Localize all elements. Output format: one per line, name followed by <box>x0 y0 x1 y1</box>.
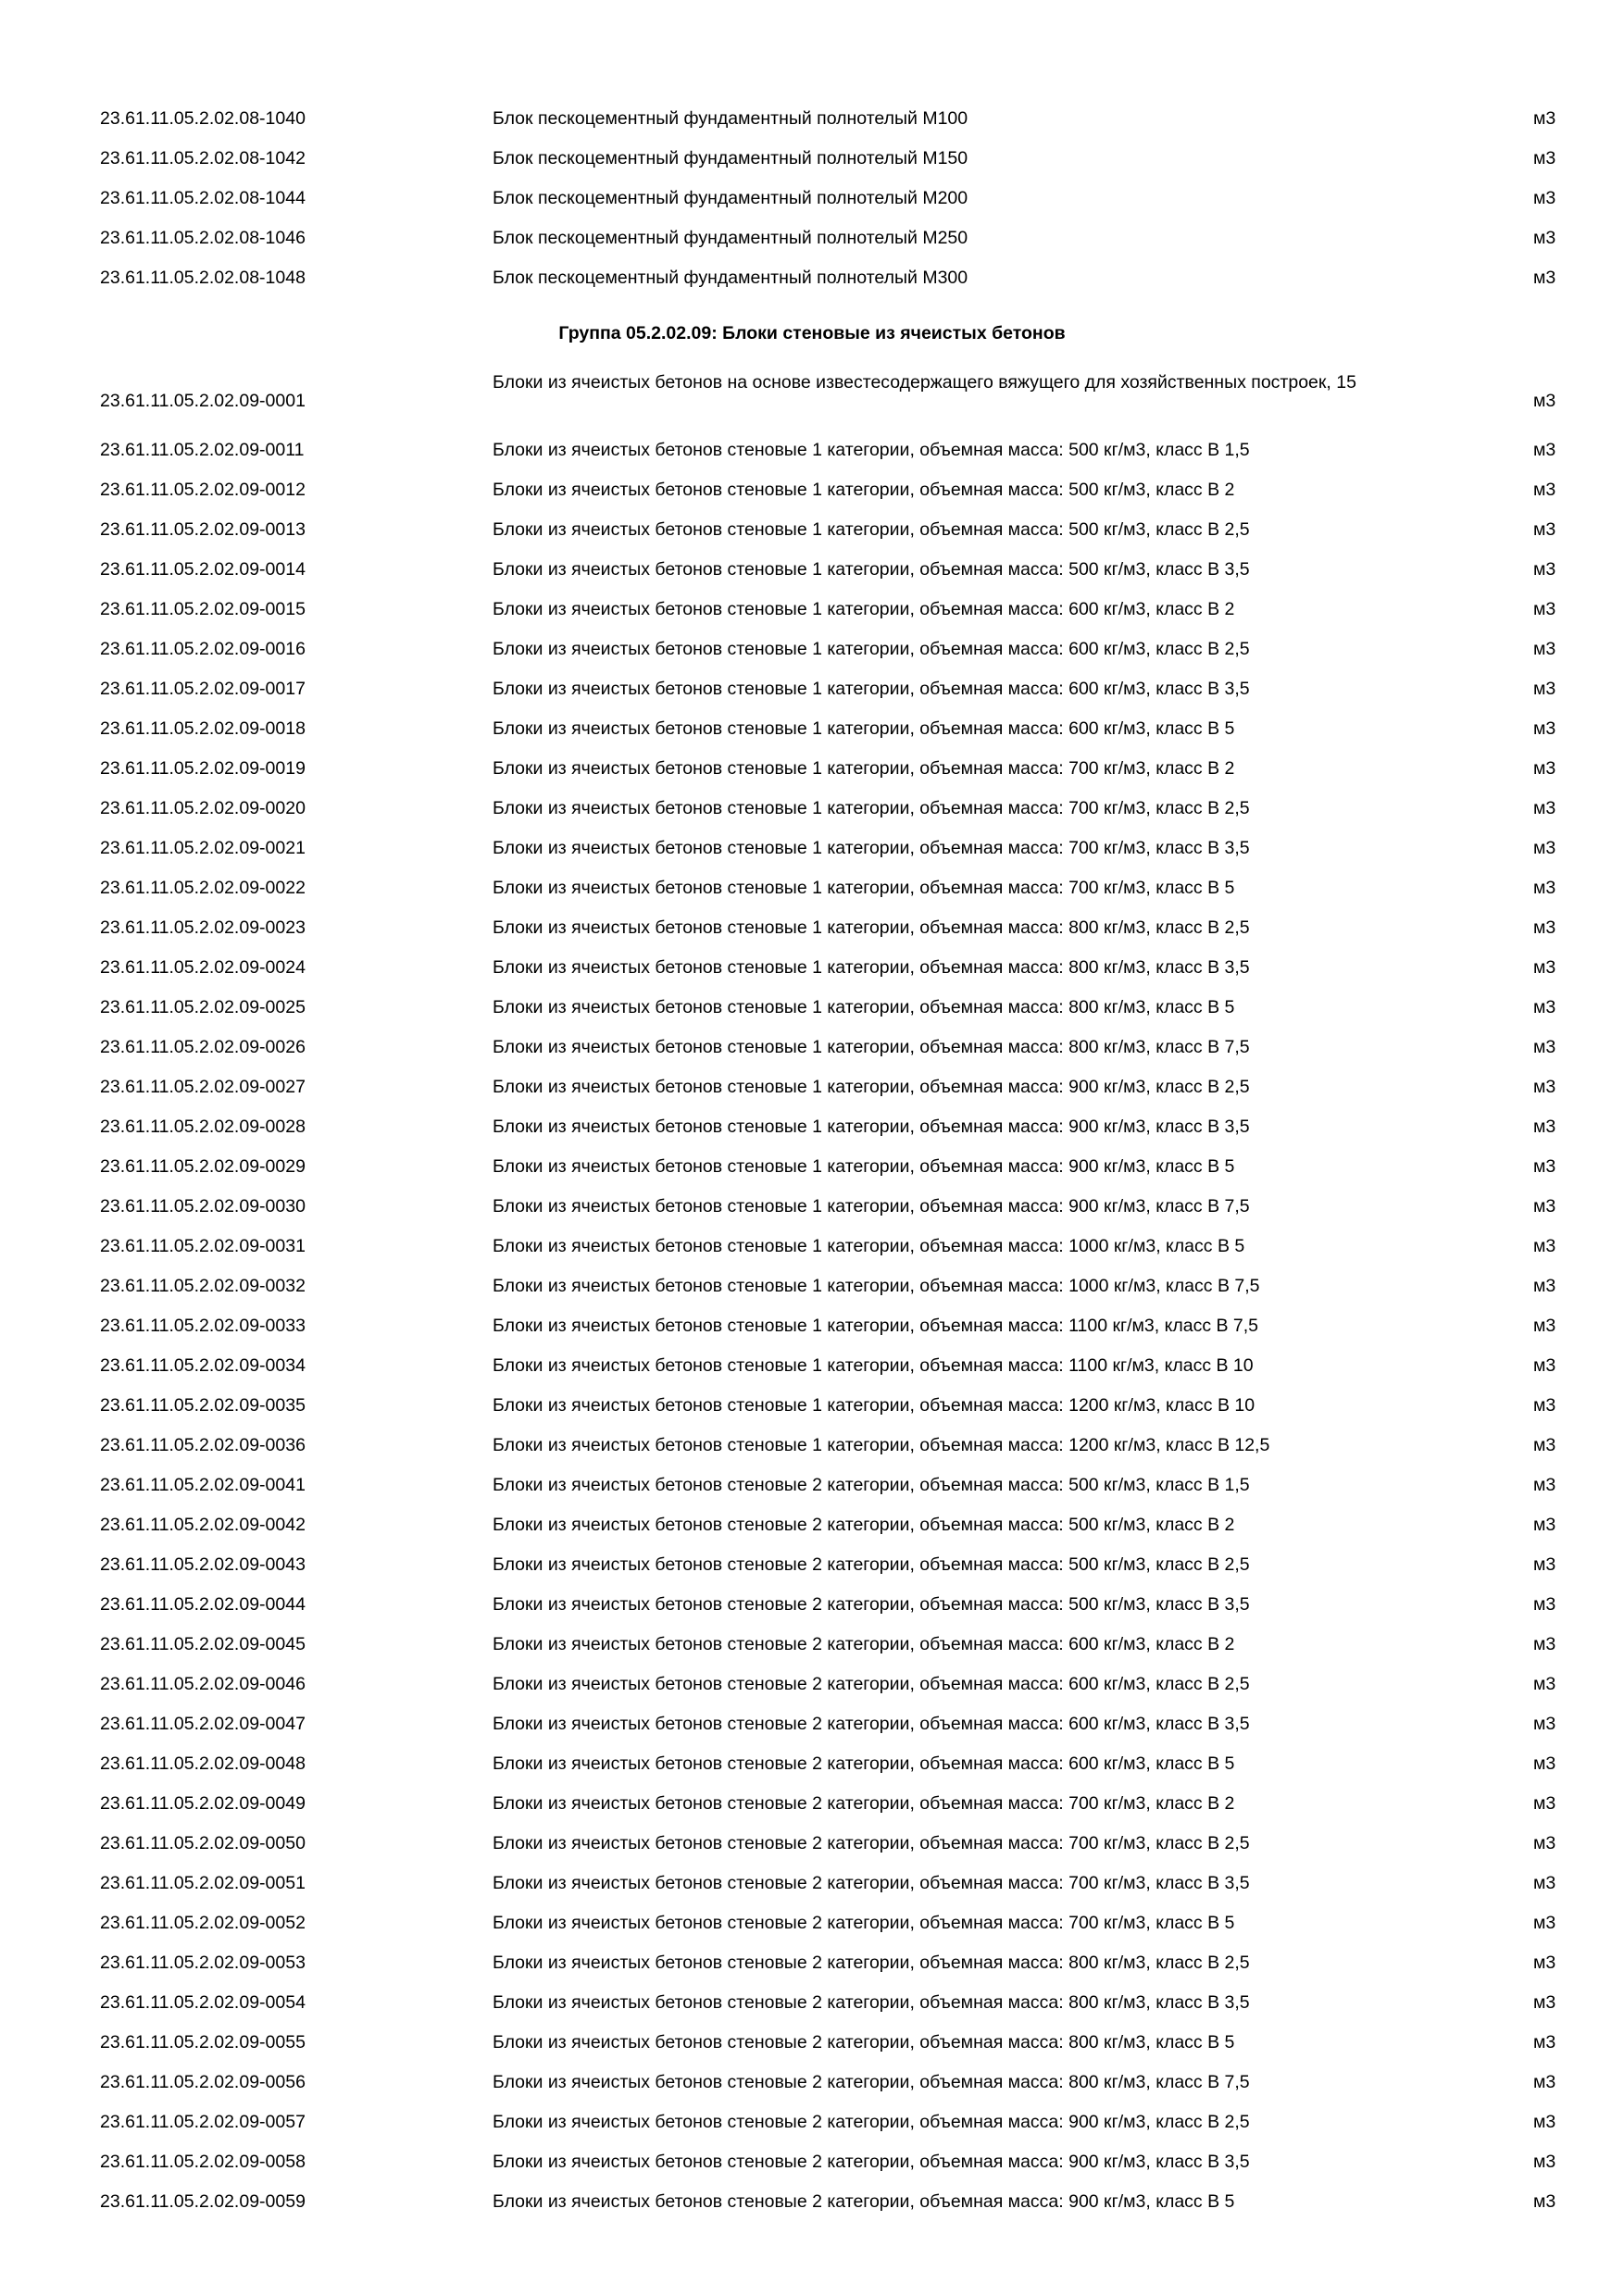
row-unit: м3 <box>1533 1953 1556 1973</box>
table-row <box>0 829 1624 867</box>
row-code: 23.61.11.05.2.02.09-0024 <box>100 957 306 978</box>
table-row <box>0 179 1624 218</box>
row-unit: м3 <box>1533 2152 1556 2172</box>
row-name: Блоки из ячеистых бетонов стеновые 1 категории, объемная масса: 900 кг/м3, класс В 2,5 <box>493 1077 1250 1097</box>
row-name: Блоки из ячеистых бетонов стеновые 1 категории, объемная масса: 500 кг/м3, класс В 3,5 <box>493 559 1250 580</box>
table-row <box>0 908 1624 947</box>
row-unit: м3 <box>1533 1992 1556 2013</box>
row-name: Блоки из ячеистых бетонов стеновые 2 категории, объемная масса: 800 кг/м3, класс В 3,5 <box>493 1992 1250 2013</box>
table-row <box>0 988 1624 1027</box>
row-unit: м3 <box>1533 1355 1556 1376</box>
row-unit: м3 <box>1533 1753 1556 1774</box>
row-code: 23.61.11.05.2.02.09-0059 <box>100 2191 306 2212</box>
row-code: 23.61.11.05.2.02.09-0023 <box>100 917 306 938</box>
row-unit: м3 <box>1533 878 1556 898</box>
row-unit: м3 <box>1533 440 1556 460</box>
row-name: Блоки из ячеистых бетонов на основе известесодержащего вяжущего для хозяйственных построек, 15 <box>493 372 1356 393</box>
table-row <box>0 669 1624 708</box>
row-code: 23.61.11.05.2.02.09-0055 <box>100 2032 306 2053</box>
row-name: Блоки из ячеистых бетонов стеновые 1 категории, объемная масса: 600 кг/м3, класс В 2 <box>493 599 1235 619</box>
row-name: Блок пескоцементный фундаментный полнотелый М100 <box>493 108 968 129</box>
row-name: Блоки из ячеистых бетонов стеновые 2 категории, объемная масса: 700 кг/м3, класс В 5 <box>493 1913 1235 1933</box>
row-name: Блоки из ячеистых бетонов стеновые 2 категории, объемная масса: 600 кг/м3, класс В 3,5 <box>493 1714 1250 1734</box>
row-name: Блоки из ячеистых бетонов стеновые 1 категории, объемная масса: 800 кг/м3, класс В 5 <box>493 997 1235 1017</box>
row-name: Блоки из ячеистых бетонов стеновые 2 категории, объемная масса: 700 кг/м3, класс В 2,5 <box>493 1833 1250 1853</box>
row-code: 23.61.11.05.2.02.09-0035 <box>100 1395 306 1416</box>
row-name: Блоки из ячеистых бетонов стеновые 1 категории, объемная масса: 600 кг/м3, класс В 3,5 <box>493 679 1250 699</box>
row-code: 23.61.11.05.2.02.08-1048 <box>100 268 306 288</box>
row-code: 23.61.11.05.2.02.09-0015 <box>100 599 306 619</box>
row-code: 23.61.11.05.2.02.09-0043 <box>100 1554 306 1575</box>
table-row <box>0 1028 1624 1067</box>
row-name: Блоки из ячеистых бетонов стеновые 2 категории, объемная масса: 900 кг/м3, класс В 2,5 <box>493 2112 1250 2132</box>
row-unit: м3 <box>1533 798 1556 818</box>
table-row <box>0 1067 1624 1106</box>
row-code: 23.61.11.05.2.02.09-0029 <box>100 1156 306 1177</box>
row-name: Блоки из ячеистых бетонов стеновые 1 категории, объемная масса: 900 кг/м3, класс В 3,5 <box>493 1117 1250 1137</box>
table-row <box>0 590 1624 629</box>
row-unit: м3 <box>1533 2112 1556 2132</box>
row-code: 23.61.11.05.2.02.09-0057 <box>100 2112 306 2132</box>
row-unit: м3 <box>1533 1276 1556 1296</box>
row-code: 23.61.11.05.2.02.09-0044 <box>100 1594 306 1615</box>
row-unit: м3 <box>1533 480 1556 500</box>
row-unit: м3 <box>1533 1037 1556 1057</box>
table-row <box>0 2182 1624 2221</box>
table-row <box>0 1864 1624 1903</box>
table-row <box>0 789 1624 828</box>
row-unit: м3 <box>1533 2032 1556 2053</box>
row-unit: м3 <box>1533 1316 1556 1336</box>
row-name: Блоки из ячеистых бетонов стеновые 2 категории, объемная масса: 600 кг/м3, класс В 5 <box>493 1753 1235 1774</box>
row-code: 23.61.11.05.2.02.09-0032 <box>100 1276 306 1296</box>
row-code: 23.61.11.05.2.02.09-0047 <box>100 1714 306 1734</box>
row-unit: м3 <box>1533 1674 1556 1694</box>
row-unit: м3 <box>1533 228 1556 248</box>
table-row <box>0 2142 1624 2181</box>
row-unit: м3 <box>1533 1435 1556 1455</box>
row-code: 23.61.11.05.2.02.09-0027 <box>100 1077 306 1097</box>
row-name: Блоки из ячеистых бетонов стеновые 1 категории, объемная масса: 1100 кг/м3, класс В 7,5 <box>493 1316 1259 1336</box>
row-code: 23.61.11.05.2.02.09-0011 <box>100 440 305 460</box>
row-code: 23.61.11.05.2.02.09-0041 <box>100 1475 306 1495</box>
row-code: 23.61.11.05.2.02.09-0045 <box>100 1634 306 1654</box>
row-code: 23.61.11.05.2.02.09-0019 <box>100 758 306 779</box>
table-row <box>0 1466 1624 1504</box>
row-unit: м3 <box>1533 108 1556 129</box>
row-unit: м3 <box>1533 559 1556 580</box>
row-name: Блоки из ячеистых бетонов стеновые 1 категории, объемная масса: 600 кг/м3, класс В 5 <box>493 718 1235 739</box>
row-name: Блоки из ячеистых бетонов стеновые 1 категории, объемная масса: 800 кг/м3, класс В 2,5 <box>493 917 1250 938</box>
row-name: Блоки из ячеистых бетонов стеновые 1 категории, объемная масса: 500 кг/м3, класс В 1,5 <box>493 440 1250 460</box>
row-code: 23.61.11.05.2.02.09-0026 <box>100 1037 306 1057</box>
row-code: 23.61.11.05.2.02.09-0050 <box>100 1833 306 1853</box>
table-row <box>0 1665 1624 1703</box>
table-row <box>0 510 1624 549</box>
row-name: Блоки из ячеистых бетонов стеновые 1 категории, объемная масса: 1100 кг/м3, класс В 10 <box>493 1355 1254 1376</box>
table-row <box>0 1545 1624 1584</box>
row-unit: м3 <box>1533 1196 1556 1217</box>
row-code: 23.61.11.05.2.02.09-0046 <box>100 1674 306 1694</box>
row-code: 23.61.11.05.2.02.09-0051 <box>100 1873 306 1893</box>
row-unit: м3 <box>1533 1554 1556 1575</box>
row-unit: м3 <box>1533 1395 1556 1416</box>
row-name: Блоки из ячеистых бетонов стеновые 1 категории, объемная масса: 800 кг/м3, класс В 7,5 <box>493 1037 1250 1057</box>
row-code: 23.61.11.05.2.02.09-0013 <box>100 519 306 540</box>
row-name: Блоки из ячеистых бетонов стеновые 2 категории, объемная масса: 800 кг/м3, класс В 7,5 <box>493 2072 1250 2092</box>
row-code: 23.61.11.05.2.02.09-0020 <box>100 798 306 818</box>
row-code: 23.61.11.05.2.02.09-0048 <box>100 1753 306 1774</box>
row-code: 23.61.11.05.2.02.09-0001 <box>100 391 306 411</box>
table-row <box>0 1983 1624 2022</box>
table-row <box>0 99 1624 138</box>
table-row <box>0 1426 1624 1465</box>
table-row <box>0 1505 1624 1544</box>
row-unit: м3 <box>1533 188 1556 208</box>
row-name: Блок пескоцементный фундаментный полнотелый М300 <box>493 268 968 288</box>
row-code: 23.61.11.05.2.02.08-1044 <box>100 188 306 208</box>
row-code: 23.61.11.05.2.02.09-0028 <box>100 1117 306 1137</box>
row-code: 23.61.11.05.2.02.09-0016 <box>100 639 306 659</box>
row-name: Блоки из ячеистых бетонов стеновые 1 категории, объемная масса: 1000 кг/м3, класс В 5 <box>493 1236 1245 1256</box>
row-unit: м3 <box>1533 2072 1556 2092</box>
row-name: Блоки из ячеистых бетонов стеновые 1 категории, объемная масса: 600 кг/м3, класс В 2,5 <box>493 639 1250 659</box>
row-code: 23.61.11.05.2.02.09-0054 <box>100 1992 306 2013</box>
row-name: Блоки из ячеистых бетонов стеновые 2 категории, объемная масса: 600 кг/м3, класс В 2,5 <box>493 1674 1250 1694</box>
row-name: Блоки из ячеистых бетонов стеновые 1 категории, объемная масса: 700 кг/м3, класс В 5 <box>493 878 1235 898</box>
table-row <box>0 749 1624 788</box>
row-code: 23.61.11.05.2.02.09-0053 <box>100 1953 306 1973</box>
row-unit: м3 <box>1533 1077 1556 1097</box>
table-row <box>0 709 1624 748</box>
row-name: Блоки из ячеистых бетонов стеновые 2 категории, объемная масса: 500 кг/м3, класс В 2,5 <box>493 1554 1250 1575</box>
row-unit: м3 <box>1533 599 1556 619</box>
row-unit: м3 <box>1533 148 1556 168</box>
row-unit: м3 <box>1533 1793 1556 1814</box>
table-row <box>0 2063 1624 2102</box>
row-unit: м3 <box>1533 1634 1556 1654</box>
table-row <box>0 1585 1624 1624</box>
row-name: Блоки из ячеистых бетонов стеновые 1 категории, объемная масса: 900 кг/м3, класс В 5 <box>493 1156 1235 1177</box>
table-row <box>0 139 1624 178</box>
row-code: 23.61.11.05.2.02.09-0017 <box>100 679 306 699</box>
row-name: Блоки из ячеистых бетонов стеновые 1 категории, объемная масса: 700 кг/м3, класс В 2 <box>493 758 1235 779</box>
table-row <box>0 1107 1624 1146</box>
table-row <box>0 1625 1624 1664</box>
row-unit: м3 <box>1533 1833 1556 1853</box>
table-row <box>0 218 1624 257</box>
row-code: 23.61.11.05.2.02.09-0056 <box>100 2072 306 2092</box>
row-name: Блоки из ячеистых бетонов стеновые 1 категории, объемная масса: 800 кг/м3, класс В 3,5 <box>493 957 1250 978</box>
row-name: Блоки из ячеистых бетонов стеновые 2 категории, объемная масса: 700 кг/м3, класс В 3,5 <box>493 1873 1250 1893</box>
table-row <box>0 361 1624 428</box>
row-unit: м3 <box>1533 1873 1556 1893</box>
row-name: Блоки из ячеистых бетонов стеновые 1 категории, объемная масса: 1200 кг/м3, класс В 10 <box>493 1395 1255 1416</box>
row-name: Блоки из ячеистых бетонов стеновые 1 категории, объемная масса: 500 кг/м3, класс В 2,5 <box>493 519 1250 540</box>
row-unit: м3 <box>1533 519 1556 540</box>
row-unit: м3 <box>1533 1913 1556 1933</box>
row-name: Блок пескоцементный фундаментный полнотелый М150 <box>493 148 968 168</box>
row-code: 23.61.11.05.2.02.08-1046 <box>100 228 306 248</box>
table-row <box>0 550 1624 589</box>
row-name: Блоки из ячеистых бетонов стеновые 1 категории, объемная масса: 900 кг/м3, класс В 7,5 <box>493 1196 1250 1217</box>
row-unit: м3 <box>1533 268 1556 288</box>
table-row <box>0 1784 1624 1823</box>
row-name: Блоки из ячеистых бетонов стеновые 1 категории, объемная масса: 1200 кг/м3, класс В 12,5 <box>493 1435 1270 1455</box>
row-code: 23.61.11.05.2.02.09-0052 <box>100 1913 306 1933</box>
row-code: 23.61.11.05.2.02.08-1042 <box>100 148 306 168</box>
table-row <box>0 258 1624 297</box>
row-unit: м3 <box>1533 838 1556 858</box>
row-unit: м3 <box>1533 639 1556 659</box>
row-name: Блоки из ячеистых бетонов стеновые 2 категории, объемная масса: 600 кг/м3, класс В 2 <box>493 1634 1235 1654</box>
row-code: 23.61.11.05.2.02.09-0022 <box>100 878 306 898</box>
table-row <box>0 1386 1624 1425</box>
row-name: Блоки из ячеистых бетонов стеновые 2 категории, объемная масса: 800 кг/м3, класс В 2,5 <box>493 1953 1250 1973</box>
row-code: 23.61.11.05.2.02.09-0058 <box>100 2152 306 2172</box>
row-unit: м3 <box>1533 1594 1556 1615</box>
table-row <box>0 2103 1624 2141</box>
row-code: 23.61.11.05.2.02.09-0018 <box>100 718 306 739</box>
row-name: Блоки из ячеистых бетонов стеновые 2 категории, объемная масса: 900 кг/м3, класс В 3,5 <box>493 2152 1250 2172</box>
row-unit: м3 <box>1533 1236 1556 1256</box>
row-code: 23.61.11.05.2.02.09-0025 <box>100 997 306 1017</box>
table-row <box>0 1824 1624 1863</box>
row-name: Блоки из ячеистых бетонов стеновые 2 категории, объемная масса: 900 кг/м3, класс В 5 <box>493 2191 1235 2212</box>
row-code: 23.61.11.05.2.02.09-0014 <box>100 559 306 580</box>
row-name: Блоки из ячеистых бетонов стеновые 1 категории, объемная масса: 700 кг/м3, класс В 3,5 <box>493 838 1250 858</box>
row-name: Блоки из ячеистых бетонов стеновые 2 категории, объемная масса: 500 кг/м3, класс В 1,5 <box>493 1475 1250 1495</box>
row-name: Блоки из ячеистых бетонов стеновые 1 категории, объемная масса: 500 кг/м3, класс В 2 <box>493 480 1235 500</box>
row-name: Блок пескоцементный фундаментный полнотелый М200 <box>493 188 968 208</box>
row-name: Блок пескоцементный фундаментный полнотелый М250 <box>493 228 968 248</box>
row-unit: м3 <box>1533 758 1556 779</box>
table-row <box>0 1346 1624 1385</box>
row-name: Блоки из ячеистых бетонов стеновые 2 категории, объемная масса: 700 кг/м3, класс В 2 <box>493 1793 1235 1814</box>
row-name: Блоки из ячеистых бетонов стеновые 2 категории, объемная масса: 500 кг/м3, класс В 3,5 <box>493 1594 1250 1615</box>
row-unit: м3 <box>1533 1156 1556 1177</box>
table-row <box>0 470 1624 509</box>
row-name: Блоки из ячеистых бетонов стеновые 2 категории, объемная масса: 800 кг/м3, класс В 5 <box>493 2032 1235 2053</box>
table-row <box>0 630 1624 668</box>
row-unit: м3 <box>1533 391 1556 411</box>
row-code: 23.61.11.05.2.02.09-0036 <box>100 1435 306 1455</box>
row-unit: м3 <box>1533 1475 1556 1495</box>
row-code: 23.61.11.05.2.02.09-0034 <box>100 1355 306 1376</box>
row-unit: м3 <box>1533 1714 1556 1734</box>
table-row <box>0 1147 1624 1186</box>
row-unit: м3 <box>1533 957 1556 978</box>
table-row <box>0 1306 1624 1345</box>
row-name: Блоки из ячеистых бетонов стеновые 2 категории, объемная масса: 500 кг/м3, класс В 2 <box>493 1515 1235 1535</box>
row-name: Блоки из ячеистых бетонов стеновые 1 категории, объемная масса: 1000 кг/м3, класс В 7,5 <box>493 1276 1260 1296</box>
row-name: Блоки из ячеистых бетонов стеновые 1 категории, объемная масса: 700 кг/м3, класс В 2,5 <box>493 798 1250 818</box>
table-row <box>0 868 1624 907</box>
table-row <box>0 430 1624 469</box>
row-code: 23.61.11.05.2.02.09-0030 <box>100 1196 306 1217</box>
row-unit: м3 <box>1533 997 1556 1017</box>
row-unit: м3 <box>1533 1515 1556 1535</box>
row-unit: м3 <box>1533 679 1556 699</box>
row-code: 23.61.11.05.2.02.09-0049 <box>100 1793 306 1814</box>
table-row <box>0 1943 1624 1982</box>
row-unit: м3 <box>1533 1117 1556 1137</box>
row-unit: м3 <box>1533 2191 1556 2212</box>
table-row <box>0 1704 1624 1743</box>
table-row <box>0 1187 1624 1226</box>
table-row <box>0 2023 1624 2062</box>
table-row <box>0 1903 1624 1942</box>
row-code: 23.61.11.05.2.02.09-0042 <box>100 1515 306 1535</box>
row-unit: м3 <box>1533 917 1556 938</box>
row-unit: м3 <box>1533 718 1556 739</box>
row-code: 23.61.11.05.2.02.09-0012 <box>100 480 306 500</box>
row-code: 23.61.11.05.2.02.08-1040 <box>100 108 306 129</box>
row-code: 23.61.11.05.2.02.09-0033 <box>100 1316 306 1336</box>
table-row <box>0 1744 1624 1783</box>
table-row <box>0 1227 1624 1266</box>
row-code: 23.61.11.05.2.02.09-0021 <box>100 838 306 858</box>
table-row <box>0 948 1624 987</box>
group-heading: Группа 05.2.02.09: Блоки стеновые из ячеистых бетонов <box>558 323 1066 343</box>
row-code: 23.61.11.05.2.02.09-0031 <box>100 1236 306 1256</box>
table-row <box>0 1267 1624 1305</box>
